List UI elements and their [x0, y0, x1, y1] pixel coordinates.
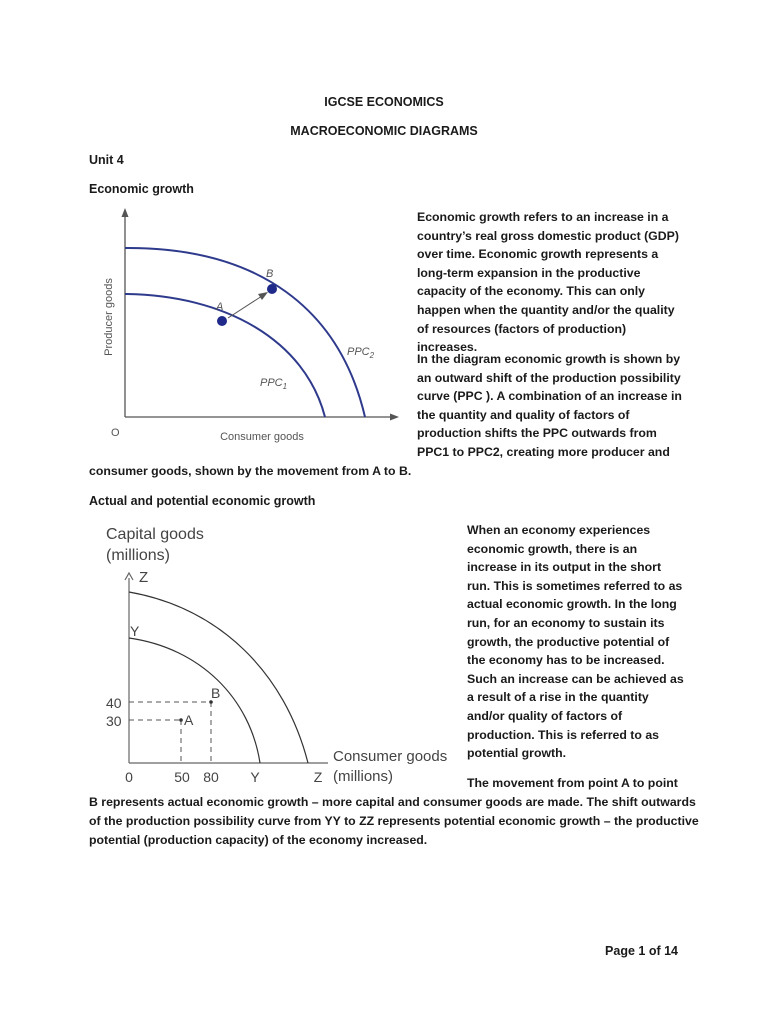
actual-potential-paragraph: When an economy experiences economic growth, there is an increase in its output in the short run. This is sometimes referred to as actual economic growth. In the long run, for an economy to sustain its growth, the productive potential of the economy has to be increased. Such an increase can be achieved as a result of a rise in the quantity and/or quality of factors of production. This is referred to as potential growth. — [467, 523, 684, 761]
y-axis-label: Producer goods — [103, 278, 115, 356]
unit-label: Unit 4 — [89, 153, 124, 167]
ppc-diagram — [90, 205, 410, 450]
section-heading-actual-potential: Actual and potential economic growth — [89, 494, 316, 508]
potential-growth-term: potential growth — [467, 746, 563, 761]
movement-arrowhead — [258, 292, 268, 300]
x-axis-arrow — [390, 414, 399, 421]
point-a-label: A — [184, 712, 194, 728]
capital-goods-label: Capital goods — [106, 526, 204, 543]
diagram-explanation-continued: consumer goods, shown by the movement from A to B. — [89, 464, 412, 478]
point-a — [217, 316, 227, 326]
closing-line-1: The movement from point A to point — [467, 776, 678, 790]
x-tick-z: Z — [313, 769, 323, 785]
point-a — [179, 718, 183, 722]
y-tick-40: 40 — [106, 695, 122, 711]
actual-economic-growth-term: actual economic growth — [467, 597, 608, 612]
capital-goods-unit: (millions) — [106, 547, 170, 564]
zz-curve — [129, 592, 308, 763]
point-b — [267, 284, 277, 294]
ppc1-curve — [125, 294, 325, 417]
consumer-goods-label: Consumer goods — [333, 748, 448, 765]
page-number: Page 1 of 14 — [605, 944, 678, 958]
x-tick-y: Y — [250, 769, 260, 785]
diagram-explanation-paragraph: In the diagram economic growth is shown by an outward shift of the production possibility curve (PPC ). A combination of an increase in the quantity and quality of factors of production shifts the PPC outwards from PPC1 to PPC2, creating more producer and — [417, 352, 682, 459]
y-tick-30: 30 — [106, 713, 122, 729]
x-tick-80: 80 — [203, 769, 219, 785]
document-subtitle: MACROECONOMIC DIAGRAMS — [290, 124, 478, 138]
yy-curve — [129, 638, 260, 763]
ppc2-curve — [125, 248, 365, 417]
x-axis-label: Consumer goods — [220, 431, 304, 443]
x-tick-50: 50 — [174, 769, 190, 785]
point-b-label: B — [266, 268, 274, 280]
closing-line-2: B represents actual economic growth – more capital and consumer goods are made. The shift outwards — [89, 795, 696, 809]
point-b-label: B — [211, 685, 221, 701]
ppc1-label: $PPC_1$ — [260, 377, 288, 391]
x-tick-0: 0 — [125, 769, 133, 785]
movement-arrow — [228, 296, 262, 318]
actual-potential-growth-diagram — [90, 518, 460, 790]
z-axis-top-label: Z — [139, 569, 149, 586]
ppc2-label: $PPC_2$ — [347, 346, 375, 360]
point-a-label: A — [216, 301, 224, 313]
closing-line-4: potential (production capacity) of the economy increased. — [89, 833, 428, 847]
origin-label: O — [111, 427, 120, 439]
section-heading-economic-growth: Economic growth — [89, 182, 194, 196]
economic-growth-paragraph: Economic growth refers to an increase in a country’s real gross domestic product (GDP) over time. Economic growth represents a long-term expansion in the productive capacity of the economy. This can only happen when the quantity and/or the quality of resources (factors of production) increases. — [417, 210, 679, 355]
y-curve-label: Y — [130, 623, 140, 639]
closing-line-3: of the production possibility curve from YY to ZZ represents potential economic growth – the productive — [89, 814, 699, 828]
consumer-goods-unit: (millions) — [333, 768, 393, 785]
document-title: IGCSE ECONOMICS — [324, 95, 444, 109]
y-axis-arrow — [122, 208, 129, 217]
